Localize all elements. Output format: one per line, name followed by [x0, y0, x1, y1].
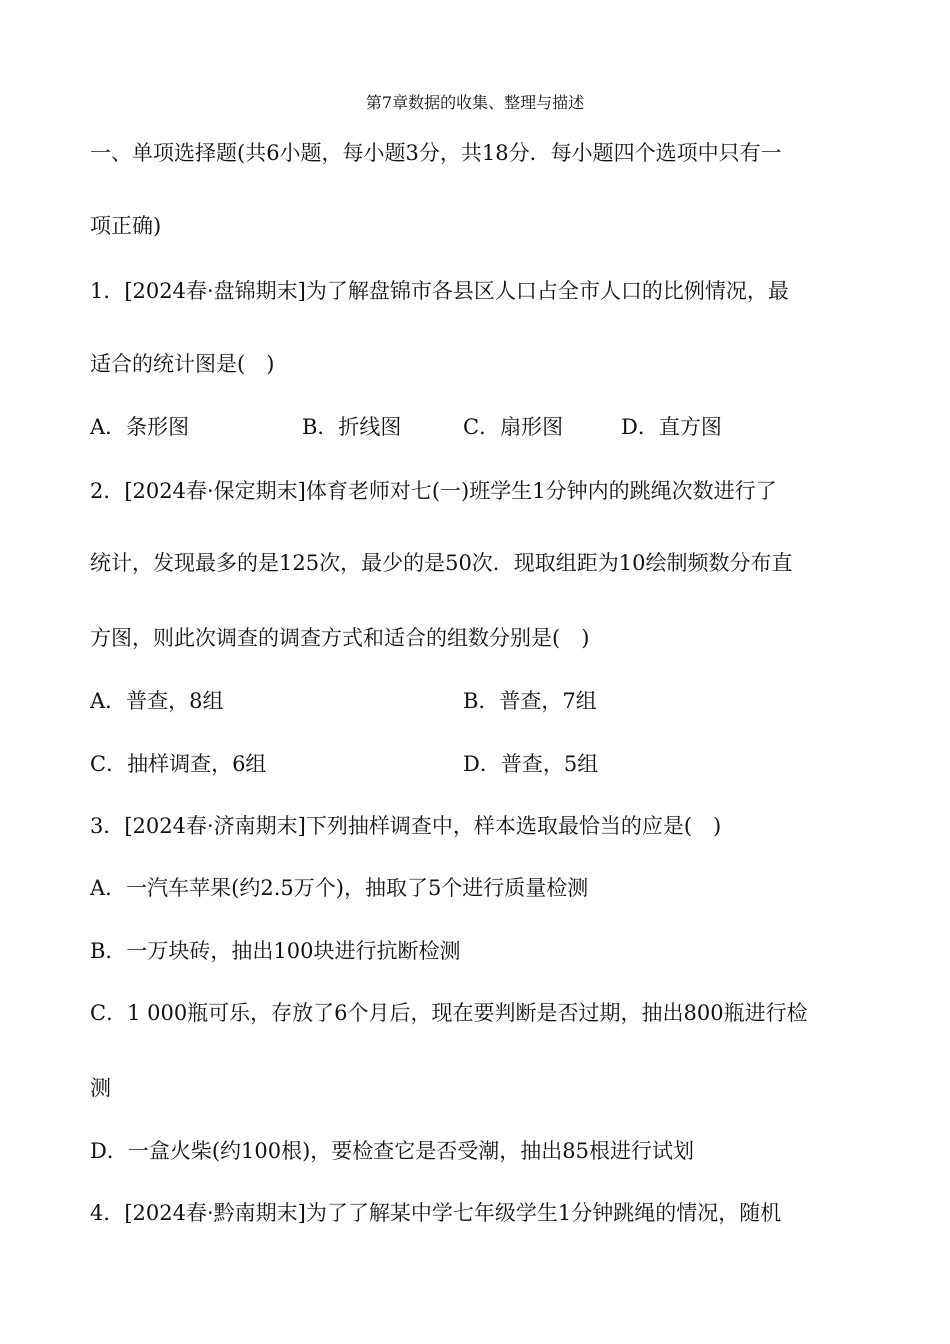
question-1-option-b: B．折线图 [302, 415, 402, 439]
section-heading-line2: 项正确) [90, 214, 162, 238]
question-1-option-c: C．扇形图 [463, 415, 564, 439]
question-1-line2: 适合的统计图是( ) [90, 352, 275, 376]
question-2-option-b: B．普查，7组 [463, 689, 597, 713]
question-3-option-a: A．一汽车苹果(约2.5万个)，抽取了5个进行质量检测 [90, 876, 589, 900]
question-3-option-c-line2: 测 [90, 1076, 111, 1100]
question-2-option-d: D．普查，5组 [463, 752, 599, 776]
question-1-option-d: D．直方图 [621, 415, 722, 439]
question-4-line1: 4．[2024春·黔南期末]为了了解某中学七年级学生1分钟跳绳的情况，随机 [90, 1201, 782, 1225]
question-1-line1: 1．[2024春·盘锦期末]为了解盘锦市各县区人口占全市人口的比例情况，最 [90, 279, 789, 303]
question-1-option-a: A．条形图 [90, 415, 190, 439]
question-2-line2: 统计，发现最多的是125次，最少的是50次．现取组距为10绘制频数分布直 [90, 551, 793, 575]
question-3-option-b: B．一万块砖，抽出100块进行抗断检测 [90, 939, 461, 963]
chapter-title: 第7章数据的收集、整理与描述 [365, 93, 585, 112]
question-3-option-d: D．一盒火柴(约100根)，要检查它是否受潮，抽出85根进行试划 [90, 1139, 695, 1163]
question-2-line3: 方图，则此次调查的调查方式和适合的组数分别是( ) [90, 626, 590, 650]
question-2-option-a: A．普查，8组 [90, 689, 224, 713]
question-2-line1: 2．[2024春·保定期末]体育老师对七(一)班学生1分钟内的跳绳次数进行了 [90, 479, 777, 503]
question-2-option-c: C．抽样调查，6组 [90, 752, 267, 776]
section-heading-line1: 一、单项选择题(共6小题，每小题3分，共18分．每小题四个选项中只有一 [90, 141, 782, 165]
question-3-option-c-line1: C．1 000瓶可乐，存放了6个月后，现在要判断是否过期，抽出800瓶进行检 [90, 1001, 808, 1025]
question-3-line1: 3．[2024春·济南期末]下列抽样调查中，样本选取最恰当的应是( ) [90, 814, 722, 838]
